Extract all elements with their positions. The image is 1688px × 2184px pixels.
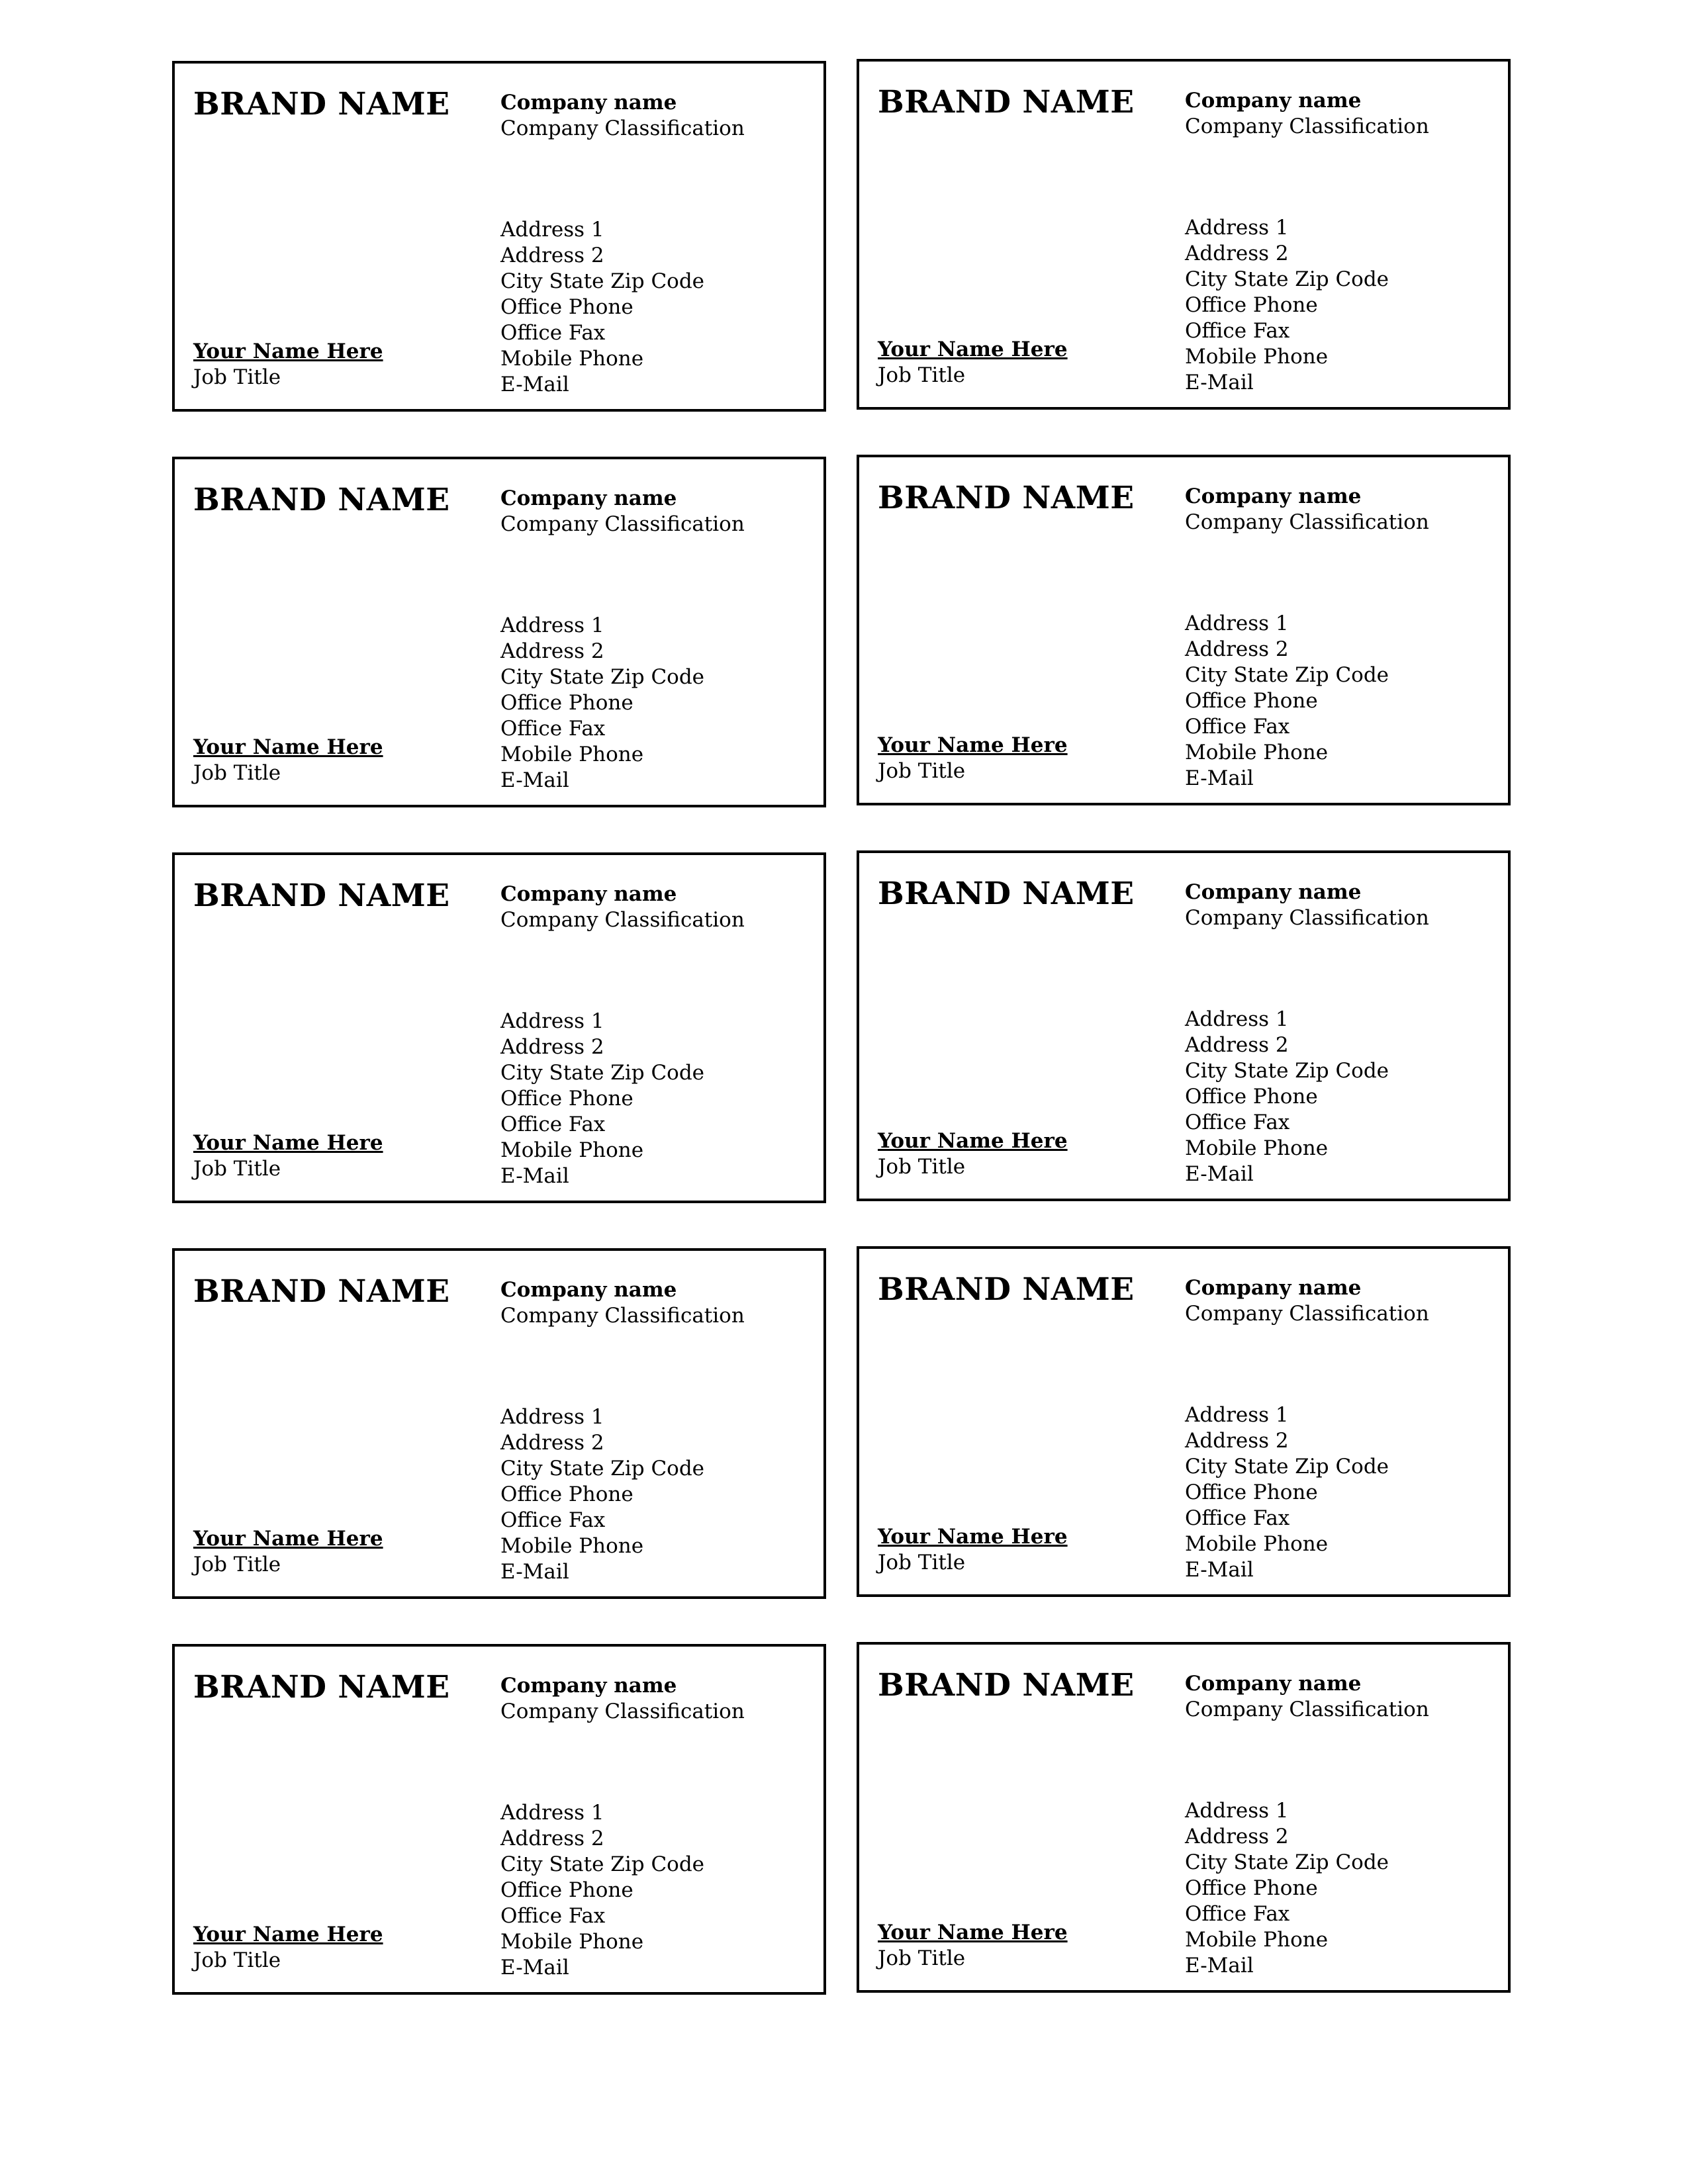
address-1: Address 1 — [500, 1009, 604, 1033]
mobile-phone: Mobile Phone — [500, 743, 644, 766]
office-fax: Office Fax — [500, 321, 606, 345]
person-name: Your Name Here — [193, 1527, 383, 1551]
e-mail: E-Mail — [1185, 766, 1254, 790]
brand-name: BRAND NAME — [193, 86, 450, 122]
contact-list — [1185, 1798, 1503, 1979]
person-block — [193, 1130, 383, 1182]
company-name: Company name — [1185, 484, 1362, 508]
office-fax: Office Fax — [1185, 319, 1290, 343]
address-1: Address 1 — [1185, 1799, 1289, 1823]
job-title: Job Title — [193, 365, 281, 389]
job-title: Job Title — [878, 759, 966, 783]
brand-name: BRAND NAME — [193, 482, 450, 518]
company-block — [500, 90, 818, 142]
mobile-phone: Mobile Phone — [500, 1534, 644, 1558]
mobile-phone: Mobile Phone — [1185, 1136, 1329, 1160]
company-name: Company name — [1185, 1276, 1362, 1300]
person-block — [193, 1526, 383, 1578]
mobile-phone: Mobile Phone — [1185, 1532, 1329, 1556]
address-1: Address 1 — [500, 614, 604, 637]
office-phone: Office Phone — [500, 691, 633, 715]
office-phone: Office Phone — [1185, 293, 1318, 317]
office-phone: Office Phone — [1185, 1085, 1318, 1109]
job-title: Job Title — [878, 363, 966, 387]
company-block — [500, 882, 818, 933]
office-phone: Office Phone — [500, 295, 633, 319]
e-mail: E-Mail — [500, 1956, 569, 1979]
office-phone: Office Phone — [500, 1087, 633, 1111]
mobile-phone: Mobile Phone — [1185, 1928, 1329, 1952]
address-2: Address 2 — [500, 1431, 604, 1455]
city-state-zip: City State Zip Code — [500, 1061, 705, 1085]
company-block — [1185, 1275, 1503, 1327]
mobile-phone: Mobile Phone — [500, 1138, 644, 1162]
person-block — [193, 735, 383, 786]
company-block — [1185, 880, 1503, 931]
company-block — [1185, 1671, 1503, 1723]
address-1: Address 1 — [500, 1801, 604, 1825]
e-mail: E-Mail — [1185, 1558, 1254, 1582]
company-block — [500, 1277, 818, 1329]
e-mail: E-Mail — [500, 1164, 569, 1188]
address-1: Address 1 — [500, 1405, 604, 1429]
person-name: Your Name Here — [193, 340, 383, 363]
company-classification: Company Classification — [1185, 114, 1429, 138]
job-title: Job Title — [193, 1948, 281, 1972]
office-phone: Office Phone — [1185, 689, 1318, 713]
office-phone: Office Phone — [500, 1878, 633, 1902]
mobile-phone: Mobile Phone — [1185, 741, 1329, 764]
company-block — [1185, 88, 1503, 140]
person-block — [193, 1922, 383, 1974]
company-name: Company name — [1185, 89, 1362, 113]
person-name: Your Name Here — [193, 1923, 383, 1946]
address-1: Address 1 — [1185, 1403, 1289, 1427]
brand-name: BRAND NAME — [193, 1273, 450, 1310]
business-card-9 — [172, 1644, 826, 1995]
address-2: Address 2 — [500, 244, 604, 267]
person-name: Your Name Here — [878, 1525, 1068, 1549]
office-fax: Office Fax — [1185, 1506, 1290, 1530]
job-title: Job Title — [878, 1551, 966, 1574]
person-name: Your Name Here — [193, 1131, 383, 1155]
brand-name: BRAND NAME — [193, 878, 450, 914]
business-card-2 — [857, 59, 1511, 410]
contact-list — [500, 1800, 818, 1981]
person-name: Your Name Here — [878, 733, 1068, 757]
company-classification: Company Classification — [1185, 1302, 1429, 1326]
office-fax: Office Fax — [500, 717, 606, 741]
mobile-phone: Mobile Phone — [500, 1930, 644, 1954]
company-classification: Company Classification — [500, 908, 745, 932]
address-2: Address 2 — [1185, 1825, 1289, 1848]
e-mail: E-Mail — [500, 1560, 569, 1584]
address-2: Address 2 — [500, 639, 604, 663]
company-name: Company name — [500, 486, 677, 510]
person-name: Your Name Here — [193, 735, 383, 759]
business-card-5 — [172, 852, 826, 1203]
person-block — [878, 1524, 1068, 1576]
e-mail: E-Mail — [1185, 1954, 1254, 1978]
company-name: Company name — [500, 1674, 677, 1698]
company-classification: Company Classification — [1185, 906, 1429, 930]
contact-list — [1185, 1007, 1503, 1187]
address-2: Address 2 — [1185, 1429, 1289, 1453]
city-state-zip: City State Zip Code — [1185, 1455, 1389, 1479]
address-2: Address 2 — [1185, 1033, 1289, 1057]
address-1: Address 1 — [1185, 1007, 1289, 1031]
company-name: Company name — [1185, 1672, 1362, 1696]
e-mail: E-Mail — [1185, 1162, 1254, 1186]
brand-name: BRAND NAME — [193, 1669, 450, 1706]
address-2: Address 2 — [500, 1035, 604, 1059]
job-title: Job Title — [193, 761, 281, 785]
company-classification: Company Classification — [500, 512, 745, 536]
company-classification: Company Classification — [500, 1700, 745, 1723]
job-title: Job Title — [193, 1157, 281, 1181]
office-fax: Office Fax — [1185, 1111, 1290, 1134]
address-2: Address 2 — [500, 1827, 604, 1850]
office-phone: Office Phone — [1185, 1480, 1318, 1504]
business-card-1 — [172, 61, 826, 412]
person-block — [878, 337, 1068, 388]
contact-list — [500, 217, 818, 398]
business-card-8 — [857, 1246, 1511, 1597]
brand-name: BRAND NAME — [878, 480, 1135, 516]
office-fax: Office Fax — [500, 1904, 606, 1928]
contact-list — [500, 1009, 818, 1189]
business-card-6 — [857, 850, 1511, 1201]
business-card-4 — [857, 455, 1511, 805]
company-name: Company name — [500, 91, 677, 114]
address-2: Address 2 — [1185, 637, 1289, 661]
company-classification: Company Classification — [500, 116, 745, 140]
city-state-zip: City State Zip Code — [1185, 663, 1389, 687]
company-block — [1185, 484, 1503, 535]
person-name: Your Name Here — [878, 338, 1068, 361]
office-fax: Office Fax — [1185, 1902, 1290, 1926]
mobile-phone: Mobile Phone — [1185, 345, 1329, 369]
company-classification: Company Classification — [1185, 1698, 1429, 1721]
company-name: Company name — [500, 1278, 677, 1302]
company-classification: Company Classification — [1185, 510, 1429, 534]
address-1: Address 1 — [1185, 612, 1289, 635]
company-block — [500, 1673, 818, 1725]
person-block — [193, 339, 383, 390]
company-name: Company name — [1185, 880, 1362, 904]
city-state-zip: City State Zip Code — [1185, 1850, 1389, 1874]
contact-list — [500, 613, 818, 794]
brand-name: BRAND NAME — [878, 1271, 1135, 1308]
person-name: Your Name Here — [878, 1921, 1068, 1944]
city-state-zip: City State Zip Code — [500, 269, 705, 293]
company-name: Company name — [500, 882, 677, 906]
company-block — [500, 486, 818, 537]
mobile-phone: Mobile Phone — [500, 347, 644, 371]
address-1: Address 1 — [500, 218, 604, 242]
business-card-7 — [172, 1248, 826, 1599]
city-state-zip: City State Zip Code — [1185, 267, 1389, 291]
contact-list — [1185, 611, 1503, 792]
office-fax: Office Fax — [500, 1113, 606, 1136]
person-block — [878, 1920, 1068, 1972]
brand-name: BRAND NAME — [878, 84, 1135, 120]
company-classification: Company Classification — [500, 1304, 745, 1328]
contact-list — [1185, 1402, 1503, 1583]
person-block — [878, 1128, 1068, 1180]
brand-name: BRAND NAME — [878, 876, 1135, 912]
job-title: Job Title — [878, 1155, 966, 1179]
office-phone: Office Phone — [1185, 1876, 1318, 1900]
office-fax: Office Fax — [500, 1508, 606, 1532]
brand-name: BRAND NAME — [878, 1667, 1135, 1704]
e-mail: E-Mail — [500, 373, 569, 396]
city-state-zip: City State Zip Code — [1185, 1059, 1389, 1083]
office-phone: Office Phone — [500, 1482, 633, 1506]
address-2: Address 2 — [1185, 242, 1289, 265]
person-block — [878, 733, 1068, 784]
e-mail: E-Mail — [1185, 371, 1254, 394]
job-title: Job Title — [193, 1553, 281, 1576]
job-title: Job Title — [878, 1946, 966, 1970]
city-state-zip: City State Zip Code — [500, 1852, 705, 1876]
address-1: Address 1 — [1185, 216, 1289, 240]
contact-list — [1185, 215, 1503, 396]
contact-list — [500, 1404, 818, 1585]
city-state-zip: City State Zip Code — [500, 1457, 705, 1480]
business-card-3 — [172, 457, 826, 807]
office-fax: Office Fax — [1185, 715, 1290, 739]
e-mail: E-Mail — [500, 768, 569, 792]
person-name: Your Name Here — [878, 1129, 1068, 1153]
city-state-zip: City State Zip Code — [500, 665, 705, 689]
business-card-10 — [857, 1642, 1511, 1993]
